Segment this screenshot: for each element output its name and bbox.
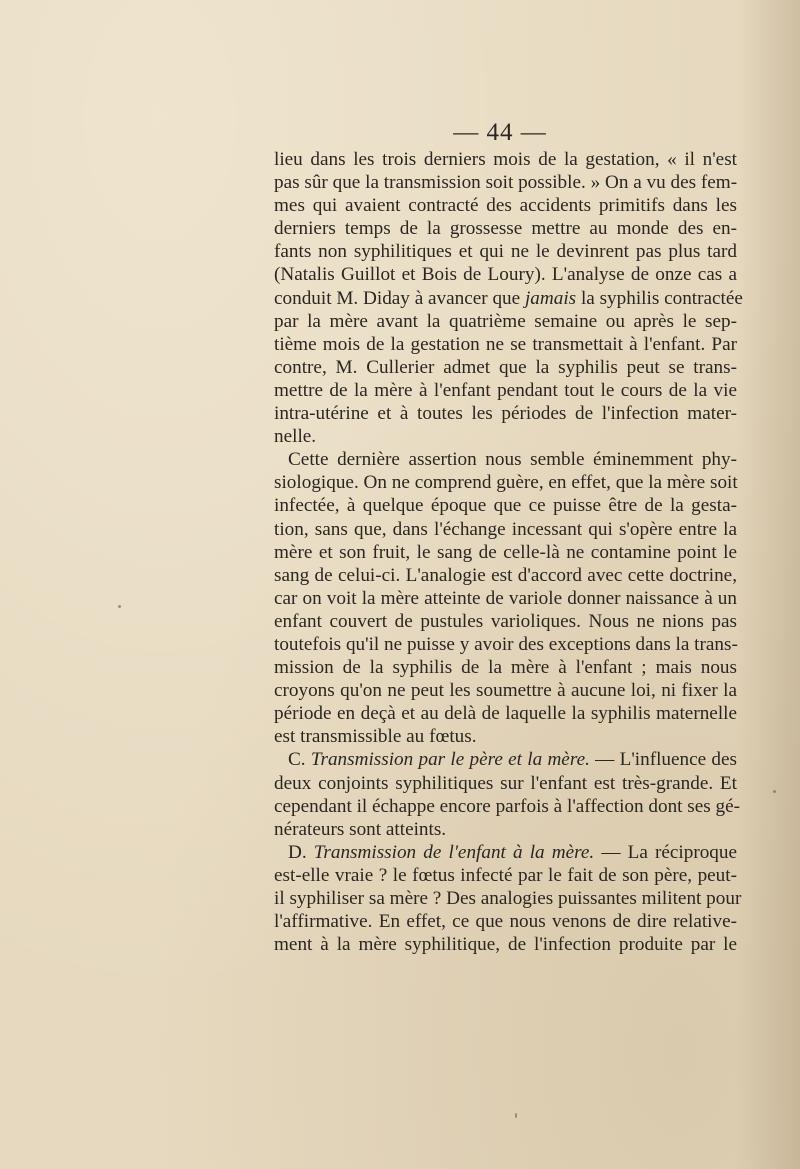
text-line: contre, M. Cullerier admet que la syphilis peut se trans-: [274, 356, 737, 378]
text-run: — L'influence des: [589, 749, 737, 771]
text-line: fants non syphilitiques et qui ne le devinrent pas plus tard: [274, 241, 737, 263]
paragraph-1: [274, 148, 743, 448]
text-line: derniers temps de la grossesse mettre au monde des en-: [274, 218, 737, 240]
text-line: période en deçà et au delà de laquelle la syphilis maternelle: [274, 703, 737, 725]
paper-speck: [515, 1113, 517, 1118]
text-line: car on voit la mère atteinte de variole donner naissance à un: [274, 587, 737, 609]
text-line: il syphiliser sa mère ? Des analogies puissantes militent pour: [274, 888, 742, 909]
page-number: — 44 —: [453, 119, 547, 146]
text-line: enfant couvert de pustules varioliques. Nous ne nions pas: [274, 610, 737, 632]
text-line: pas sûr que la transmission soit possible. » On a vu des fem-: [274, 172, 738, 194]
text-line: Cette dernière assertion nous semble éminemment phy-: [288, 449, 737, 471]
section-title: Transmission par le père et la mère.: [310, 749, 590, 771]
paper-speck: [773, 790, 776, 793]
paragraph-2: [274, 448, 737, 748]
text-run: — La réciproque: [594, 841, 738, 863]
section-title: Transmission de l'enfant à la mère.: [313, 841, 595, 863]
text-line: est-elle vraie ? le fœtus infecté par le fait de son père, peut-: [274, 864, 737, 886]
text-line: mettre de la mère à l'enfant pendant tout le cours de la vie: [274, 379, 737, 401]
text-line: mère et son fruit, le sang de celle-là ne contamine point le: [274, 541, 737, 563]
paper-speck: [118, 605, 121, 608]
text-line: intra-utérine et à toutes les périodes de l'infection mater-: [274, 403, 737, 425]
text-line: est transmissible au fœtus.: [274, 726, 477, 748]
text-line: sang de celui-ci. L'analogie est d'accord avec cette doctrine,: [274, 564, 737, 586]
text-line: ment à la mère syphilitique, de l'infection produite par le: [274, 934, 737, 956]
section-heading-line: [274, 748, 737, 771]
section-letter: C.: [288, 749, 311, 771]
text-line: lieu dans les trois derniers mois de la gestation, « il n'est: [274, 149, 737, 170]
text-line: mission de la syphilis de la mère à l'enfant ; mais nous: [274, 657, 737, 679]
text-line: par la mère avant la quatrième semaine ou après le sep-: [274, 310, 737, 332]
text-line: croyons qu'on ne peut les soumettre à aucune loi, ni fixer la: [274, 680, 737, 702]
text-line: tième mois de la gestation ne se transmettait à l'enfant. Par: [274, 333, 737, 355]
italic-word: jamais: [524, 287, 577, 309]
text-line: toutefois qu'il ne puisse y avoir des exceptions dans la trans-: [274, 633, 738, 655]
paragraph-3: [274, 748, 741, 840]
text-line: nérateurs sont atteints.: [274, 818, 447, 840]
text-line: infectée, à quelque époque que ce puisse être de la gesta-: [274, 495, 737, 517]
text-run: conduit M. Diday à avancer que: [274, 287, 521, 309]
section-letter: D.: [288, 841, 314, 863]
text-line: tion, sans que, dans l'échange incessant qui s'opère entre la: [274, 518, 737, 540]
section-heading-line: [274, 841, 737, 864]
body-text: [274, 148, 743, 956]
text-line: (Natalis Guillot et Bois de Loury). L'analyse de onze cas a: [274, 264, 737, 286]
text-line-mixed: [274, 287, 743, 310]
paragraph-4: [274, 841, 742, 956]
text-line: mes qui avaient contracté des accidents primitifs dans les: [274, 195, 737, 217]
text-line: l'affirmative. En effet, ce que nous venons de dire relative-: [274, 911, 737, 933]
text-line: cependant il échappe encore parfois à l'affection dont ses gé-: [274, 795, 741, 817]
text-run: la syphilis contractée: [576, 287, 743, 309]
text-line: deux conjoints syphilitiques sur l'enfant est très-grande. Et: [274, 772, 737, 794]
text-line: nelle.: [274, 426, 317, 448]
text-line: siologique. On ne comprend guère, en effet, que la mère soit: [274, 472, 738, 494]
